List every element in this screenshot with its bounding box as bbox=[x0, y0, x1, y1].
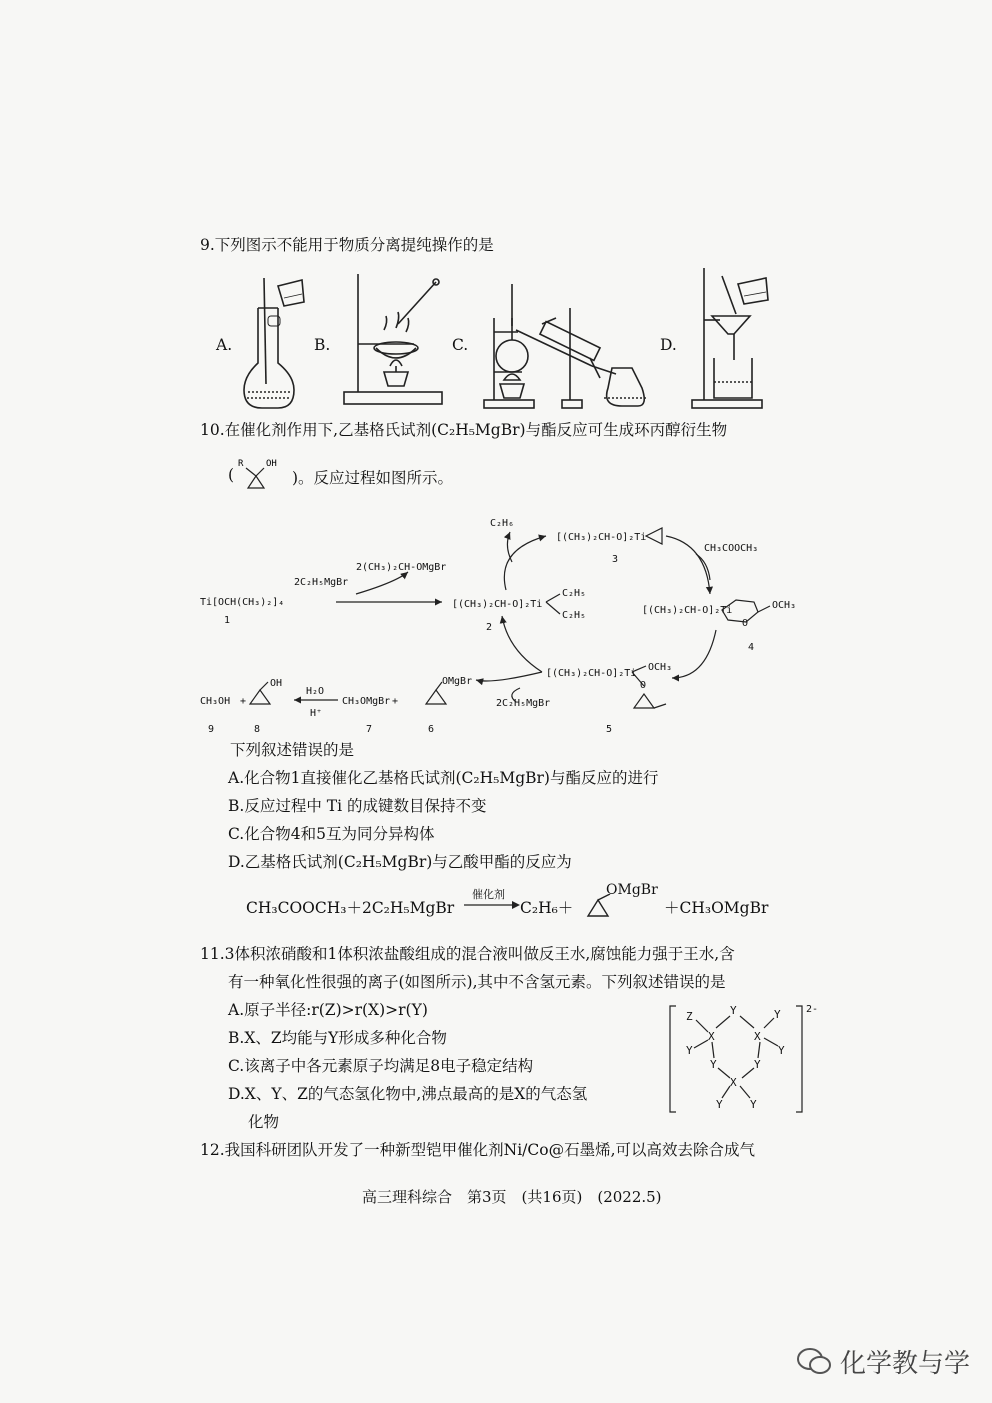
q10-option-d: D.乙基格氏试剂(C₂H₅MgBr)与乙酸甲酯的反应为 bbox=[228, 853, 572, 871]
compound-4: [(CH₃)₂CH-O]₂Ti bbox=[642, 605, 733, 616]
label-7: 7 bbox=[366, 724, 373, 735]
compound-2-sub2: C₂H₅ bbox=[562, 610, 587, 621]
atom-x: X bbox=[754, 1030, 761, 1043]
q10-option-c: C.化合物4和5互为同分异构体 bbox=[228, 825, 435, 843]
label-4: 4 bbox=[748, 642, 755, 653]
ion-structure-diagram bbox=[668, 1000, 828, 1116]
compound-5-o: O bbox=[640, 680, 647, 691]
inline-r-label: R bbox=[238, 459, 244, 469]
plus-sign: + bbox=[240, 696, 247, 707]
compound-2: [(CH₃)₂CH-O]₂Ti bbox=[452, 599, 543, 610]
q11-option-d-line2: 化物 bbox=[248, 1113, 280, 1131]
q12-line1: 12.我国科研团队开发了一种新型铠甲催化剂Ni/Co@石墨烯,可以高效去除合成气 bbox=[200, 1141, 756, 1159]
q10-stem-line1: 10.在催化剂作用下,乙基格氏试剂(C₂H₅MgBr)与酯反应可生成环丙醇衍生物 bbox=[200, 421, 728, 439]
label-1: 1 bbox=[224, 615, 231, 626]
q11-option-a: A.原子半径:r(Z)>r(X)>r(Y) bbox=[228, 1001, 428, 1019]
equation-left: CH₃COOCH₃＋2C₂H₅MgBr bbox=[246, 899, 455, 917]
q10-stem-line2: )。反应过程如图所示。 bbox=[292, 469, 454, 487]
atom-y: Y bbox=[778, 1044, 785, 1057]
reagent-in-label: 2C₂H₅MgBr bbox=[294, 577, 349, 588]
compound-6-label: OMgBr bbox=[442, 676, 473, 687]
water-label: H₂O bbox=[306, 686, 325, 697]
label-6: 6 bbox=[428, 724, 435, 735]
compound-8-label: OH bbox=[270, 678, 283, 689]
compound-5-och3: OCH₃ bbox=[648, 662, 673, 673]
wechat-icon bbox=[796, 1346, 834, 1376]
atom-z: Z bbox=[686, 1010, 693, 1023]
evaporating-dish-illustration bbox=[340, 268, 446, 412]
plus-sign-2: + bbox=[392, 696, 399, 707]
atom-x: X bbox=[730, 1076, 737, 1089]
label-9: 9 bbox=[208, 724, 215, 735]
reagent-2-label: 2C₂H₅MgBr bbox=[496, 698, 551, 709]
q9-stem: 9.下列图示不能用于物质分离提纯操作的是 bbox=[200, 236, 494, 254]
q10-stem-open-paren: ( bbox=[228, 466, 235, 484]
label-3: 3 bbox=[612, 554, 619, 565]
compound-2-sub1: C₂H₅ bbox=[562, 588, 587, 599]
compound-4-o: O bbox=[742, 618, 749, 629]
equation-arrow bbox=[462, 900, 522, 910]
atom-x: X bbox=[708, 1030, 715, 1043]
compound-9: CH₃OH bbox=[200, 696, 231, 707]
byproduct-label: 2(CH₃)₂CH-OMgBr bbox=[356, 562, 447, 573]
watermark-text: 化学教与学 bbox=[840, 1349, 971, 1379]
ion-charge: 2- bbox=[806, 1004, 819, 1015]
equation-catalyst: 催化剂 bbox=[472, 888, 505, 901]
equation-omgbr: OMgBr bbox=[606, 882, 658, 898]
ester-label: CH₃COOCH₃ bbox=[704, 543, 759, 554]
compound-7: CH₃OMgBr bbox=[342, 696, 391, 707]
q11-line1: 11.3体积浓硝酸和1体积浓盐酸组成的混合液叫做反王水,腐蚀能力强于王水,含 bbox=[200, 945, 735, 963]
equation-mid: C₂H₆＋ bbox=[520, 899, 574, 917]
q9-option-b: B. bbox=[314, 336, 331, 354]
catalytic-cycle-diagram bbox=[196, 510, 816, 742]
atom-y: Y bbox=[750, 1098, 757, 1111]
compound-3: [(CH₃)₂CH-O]₂Ti bbox=[556, 532, 647, 543]
q9-option-a: A. bbox=[216, 336, 233, 354]
label-5: 5 bbox=[606, 724, 613, 735]
q11-option-c: C.该离子中各元素原子均满足8电子稳定结构 bbox=[228, 1057, 534, 1075]
q10-option-b: B.反应过程中 Ti 的成键数目保持不变 bbox=[228, 797, 487, 815]
volumetric-flask-illustration bbox=[238, 268, 310, 412]
q11-option-b: B.X、Z均能与Y形成多种化合物 bbox=[228, 1029, 447, 1047]
ethane-label: C₂H₆ bbox=[490, 518, 515, 529]
cyclopropanol-derivative-structure bbox=[236, 456, 292, 492]
q11-option-d-line1: D.X、Y、Z的气态氢化物中,沸点最高的是X的气态氢 bbox=[228, 1085, 588, 1103]
q10-option-a: A.化合物1直接催化乙基格氏试剂(C₂H₅MgBr)与酯反应的进行 bbox=[228, 769, 659, 787]
label-8: 8 bbox=[254, 724, 261, 735]
atom-y: Y bbox=[730, 1004, 737, 1017]
label-2: 2 bbox=[486, 622, 493, 633]
q10-question: 下列叙述错误的是 bbox=[230, 741, 355, 759]
filtration-apparatus-illustration bbox=[690, 264, 776, 410]
compound-4-och3: OCH₃ bbox=[772, 600, 797, 611]
atom-y: Y bbox=[686, 1044, 693, 1057]
equation-right: ＋CH₃OMgBr bbox=[664, 899, 769, 917]
compound-5: [(CH₃)₂CH-O]₂Ti bbox=[546, 668, 637, 679]
distillation-apparatus-illustration bbox=[482, 268, 652, 412]
q9-option-c: C. bbox=[452, 336, 469, 354]
atom-y: Y bbox=[774, 1008, 781, 1021]
atom-y: Y bbox=[754, 1058, 761, 1071]
q11-line2: 有一种氧化性很强的离子(如图所示),其中不含氢元素。下列叙述错误的是 bbox=[228, 973, 726, 991]
compound-1: Ti[OCH(CH₃)₂]₄ bbox=[200, 597, 285, 608]
page-footer: 高三理科综合 第3页 (共16页) (2022.5) bbox=[362, 1188, 662, 1206]
hplus-label: H⁺ bbox=[310, 708, 323, 719]
atom-y: Y bbox=[716, 1098, 723, 1111]
atom-y: Y bbox=[710, 1058, 717, 1071]
inline-oh-label: OH bbox=[266, 459, 277, 469]
q9-option-d: D. bbox=[660, 336, 677, 354]
